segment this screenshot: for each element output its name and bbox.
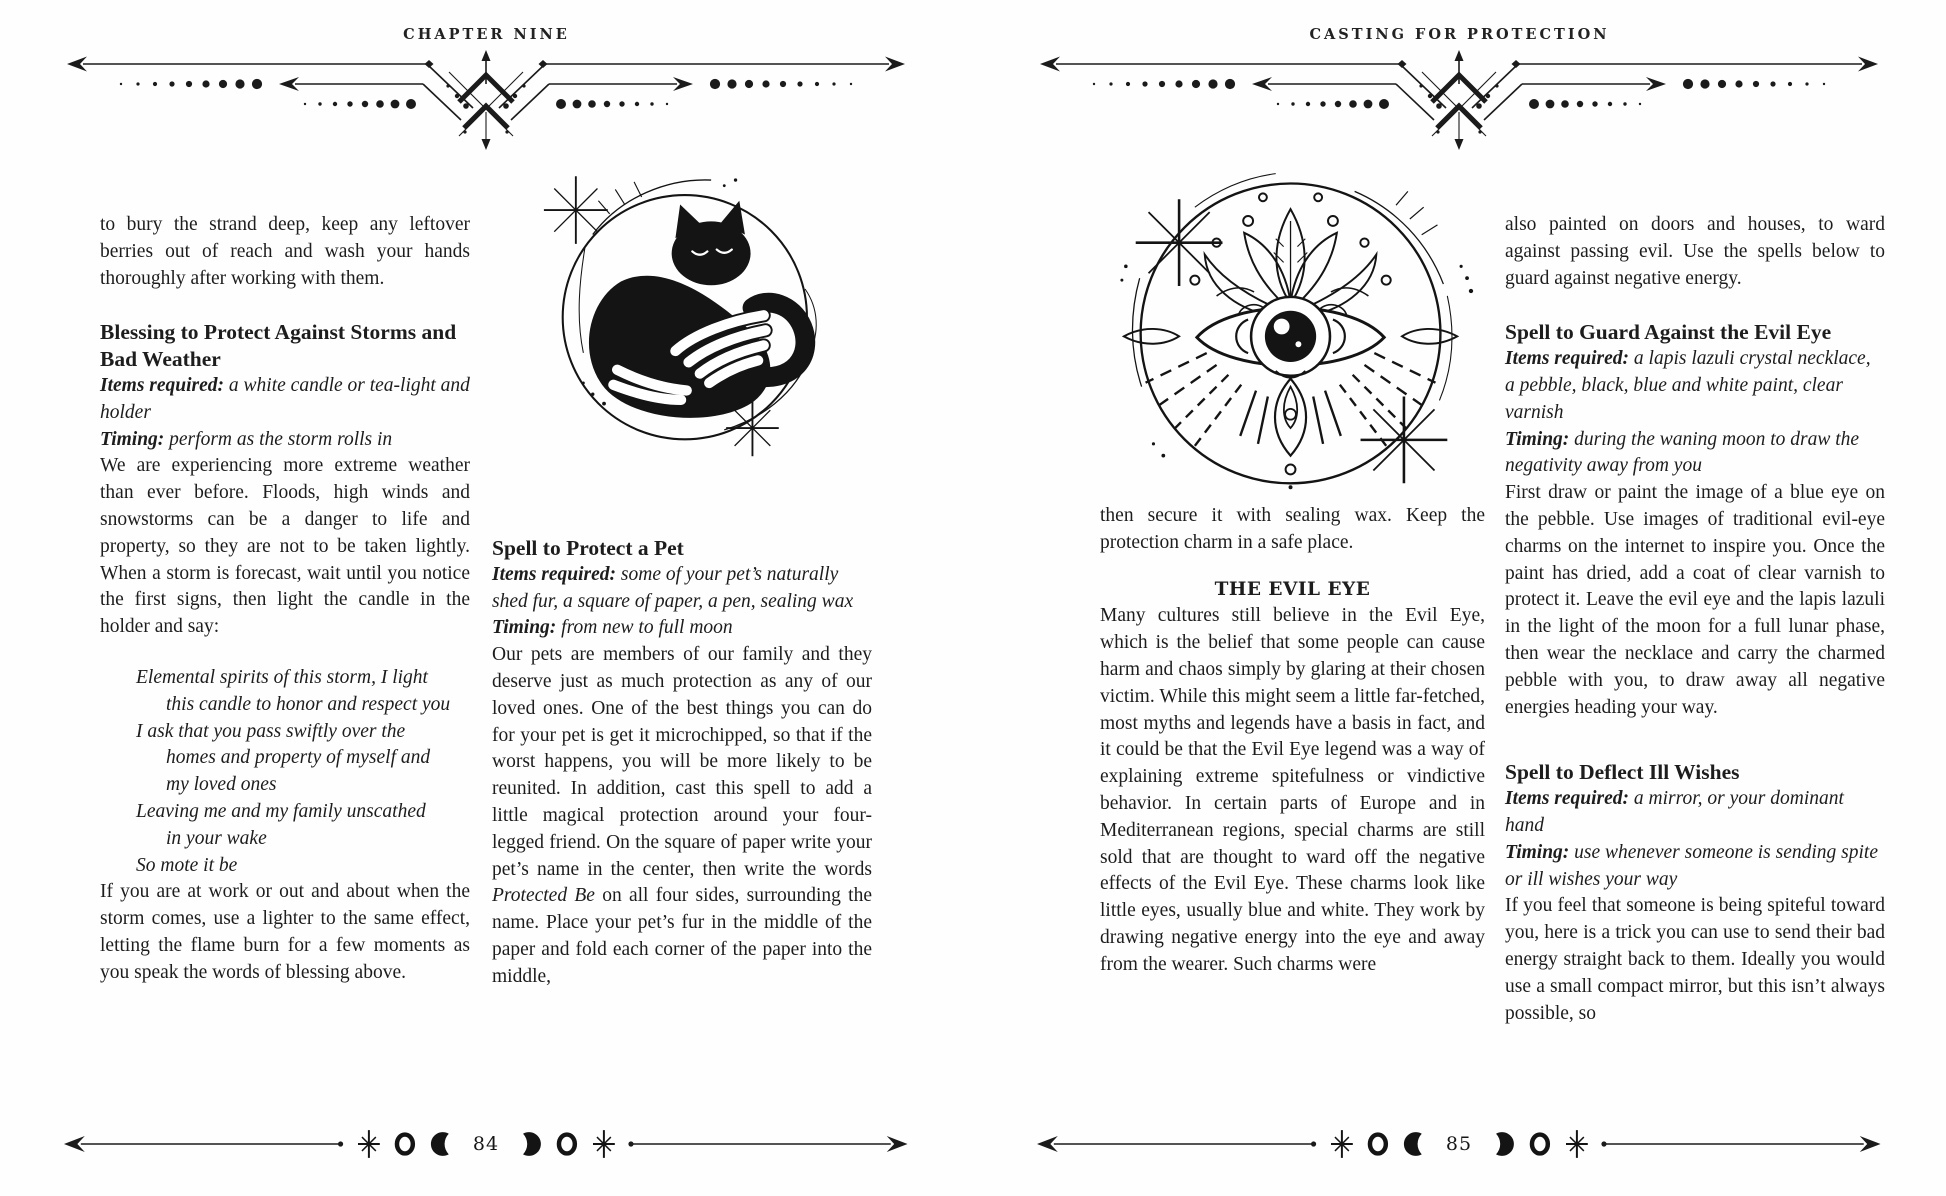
spell-heading-protect-pet: Spell to Protect a Pet bbox=[492, 536, 684, 560]
crescent-moon-icon bbox=[1403, 1129, 1429, 1159]
moon-ring-icon bbox=[1528, 1129, 1552, 1159]
left-page-column-2 bbox=[492, 148, 872, 991]
crescent-moon-icon bbox=[430, 1129, 456, 1159]
running-head-right: CASTING FOR PROTECTION bbox=[1309, 26, 1610, 43]
timing-line: Timing: from new to full moon bbox=[492, 617, 733, 639]
page-footer-left bbox=[61, 1124, 911, 1164]
paragraph: Many cultures still believe in the Evil Eye, which is the belief that some people can cause harm and chaos simply by glaring at their chosen victim. While this might seem a little far-fetched, most myths and legends have a basis in fact, and it could be that the Evil Eye legend was a way of explaining extreme spitefulness or vindictive behavior. In certain parts of Europe and in Mediterranean regions, special charms are still sold that are thought to ward off the negative effects of the Evil Eye. These charms look like little eyes, usually blue and white. They work by drawing negative energy into the eye and away from the wearer. Such charms were bbox=[1100, 605, 1485, 975]
evil-eye-illustration bbox=[1100, 148, 1485, 503]
running-head-left: CHAPTER NINE bbox=[403, 26, 570, 43]
verse-line: Leaving me and my family unscathed bbox=[136, 800, 426, 822]
items-required-line: Items required: a lapis lazuli crystal necklace, a pebble, black, blue and white paint, clear varnish bbox=[1505, 348, 1871, 423]
page-number: 85 bbox=[1445, 1133, 1473, 1155]
paragraph: also painted on doors and houses, to ward against passing evil. Use the spells below to guard against negative energy. bbox=[1505, 214, 1885, 289]
items-required-line: Items required: some of your pet’s naturally shed fur, a square of paper, a pen, sealing wax bbox=[492, 563, 854, 612]
star-icon bbox=[357, 1129, 381, 1159]
paragraph: We are experiencing more extreme weather than ever before. Floods, high winds and snowstorms can be a danger to life and property, so they are not to be taken lightly. When a storm is forecast, wait until you notice the first signs, then light the candle in the holder and say: bbox=[100, 455, 470, 638]
star-icon bbox=[1565, 1129, 1589, 1159]
paragraph: to bury the strand deep, keep any leftover berries out of reach and wash your hands thoroughly after working with them. bbox=[100, 214, 470, 289]
moon-ring-icon bbox=[1366, 1129, 1390, 1159]
star-icon bbox=[1330, 1129, 1354, 1159]
verse-line: I ask that you pass swiftly over the bbox=[136, 720, 406, 742]
timing-line: Timing: during the waning moon to draw the negativity away from you bbox=[1505, 428, 1860, 477]
verse-line: my loved ones bbox=[166, 774, 277, 796]
verse-line: in your wake bbox=[166, 827, 267, 849]
right-page-column-1 bbox=[1100, 148, 1485, 979]
footer-rule-left bbox=[61, 1129, 344, 1159]
items-required-line: Items required: a white candle or tea-light and holder bbox=[100, 374, 470, 423]
paragraph: If you are at work or out and about when the storm comes, use a lighter to the same effect, letting the flame burn for a few moments as you speak the words of blessing above. bbox=[100, 881, 470, 983]
verse-line: this candle to honor and respect you bbox=[166, 693, 451, 715]
footer-rule-right bbox=[628, 1129, 911, 1159]
paragraph: If you feel that someone is being spiteful toward you, here is a trick you can use to send their bad energy straight back to them. Ideally you would use a small compact mirror, but this isn’t always possible, so bbox=[1505, 895, 1885, 1024]
page-number: 84 bbox=[472, 1133, 500, 1155]
moon-ring-icon bbox=[393, 1129, 417, 1159]
emphasized-phrase: Protected Be bbox=[492, 885, 595, 907]
page-footer-right bbox=[1034, 1124, 1884, 1164]
crescent-moon-icon bbox=[516, 1129, 542, 1159]
footer-rule-left bbox=[1034, 1129, 1317, 1159]
paragraph: First draw or paint the image of a blue eye on the pebble. Use images of traditional evil-eye charms on the internet to inspire you. Once the paint has dried, add a coat of clear varnish to protect it. Leave the evil eye and the lapis lazuli in the light of the moon for a full lunar phase, then wear the necklace and carry the charmed pebble with you, to draw away all negative energies heading your way. bbox=[1505, 482, 1885, 718]
timing-line: Timing: use whenever someone is sending spite or ill wishes your way bbox=[1505, 841, 1878, 890]
timing-line: Timing: perform as the storm rolls in bbox=[100, 428, 393, 450]
spell-heading-guard-evil-eye: Spell to Guard Against the Evil Eye bbox=[1505, 320, 1832, 345]
paragraph: then secure it with sealing wax. Keep the protection charm in a safe place. bbox=[1100, 505, 1485, 553]
chapter-ornament-divider bbox=[61, 50, 911, 150]
spell-heading-deflect-ill-wishes: Spell to Deflect Ill Wishes bbox=[1505, 760, 1740, 785]
left-page-column-1 bbox=[100, 212, 470, 987]
items-required-line: Items required: a mirror, or your dominant hand bbox=[1505, 788, 1844, 836]
verse-line: Elemental spirits of this storm, I light bbox=[136, 666, 428, 688]
verse-line: So mote it be bbox=[136, 854, 238, 876]
storm-blessing-verse bbox=[136, 665, 470, 879]
paragraph: Our pets are members of our family and they deserve just as much protection as any of our loved ones. One of the best things you can do for your pet is get it microchipped, so that if the worst happens, you will be more likely to be reunited. In addition, cast this spell to add a little magical protection around your four-legged friend. On the square of paper write your pet’s name in the center, then write the words Protected Be on all four sides, surrounding the name. Place your pet’s fur in the middle of the paper and fold each corner of the paper into the middle, bbox=[492, 644, 872, 987]
verse-line: homes and property of myself and bbox=[166, 747, 431, 769]
section-heading-evil-eye: THE EVIL EYE bbox=[1214, 578, 1371, 600]
footer-rule-right bbox=[1601, 1129, 1884, 1159]
page-right bbox=[973, 0, 1946, 1196]
spell-heading-storm-blessing: Blessing to Protect Against Storms and Bad Weather bbox=[100, 320, 457, 372]
moon-ring-icon bbox=[555, 1129, 579, 1159]
right-page-column-2 bbox=[1505, 212, 1885, 1027]
crescent-moon-icon bbox=[1489, 1129, 1515, 1159]
star-icon bbox=[592, 1129, 616, 1159]
chapter-ornament-divider bbox=[1034, 50, 1884, 150]
black-cat-hug-illustration bbox=[527, 148, 837, 477]
